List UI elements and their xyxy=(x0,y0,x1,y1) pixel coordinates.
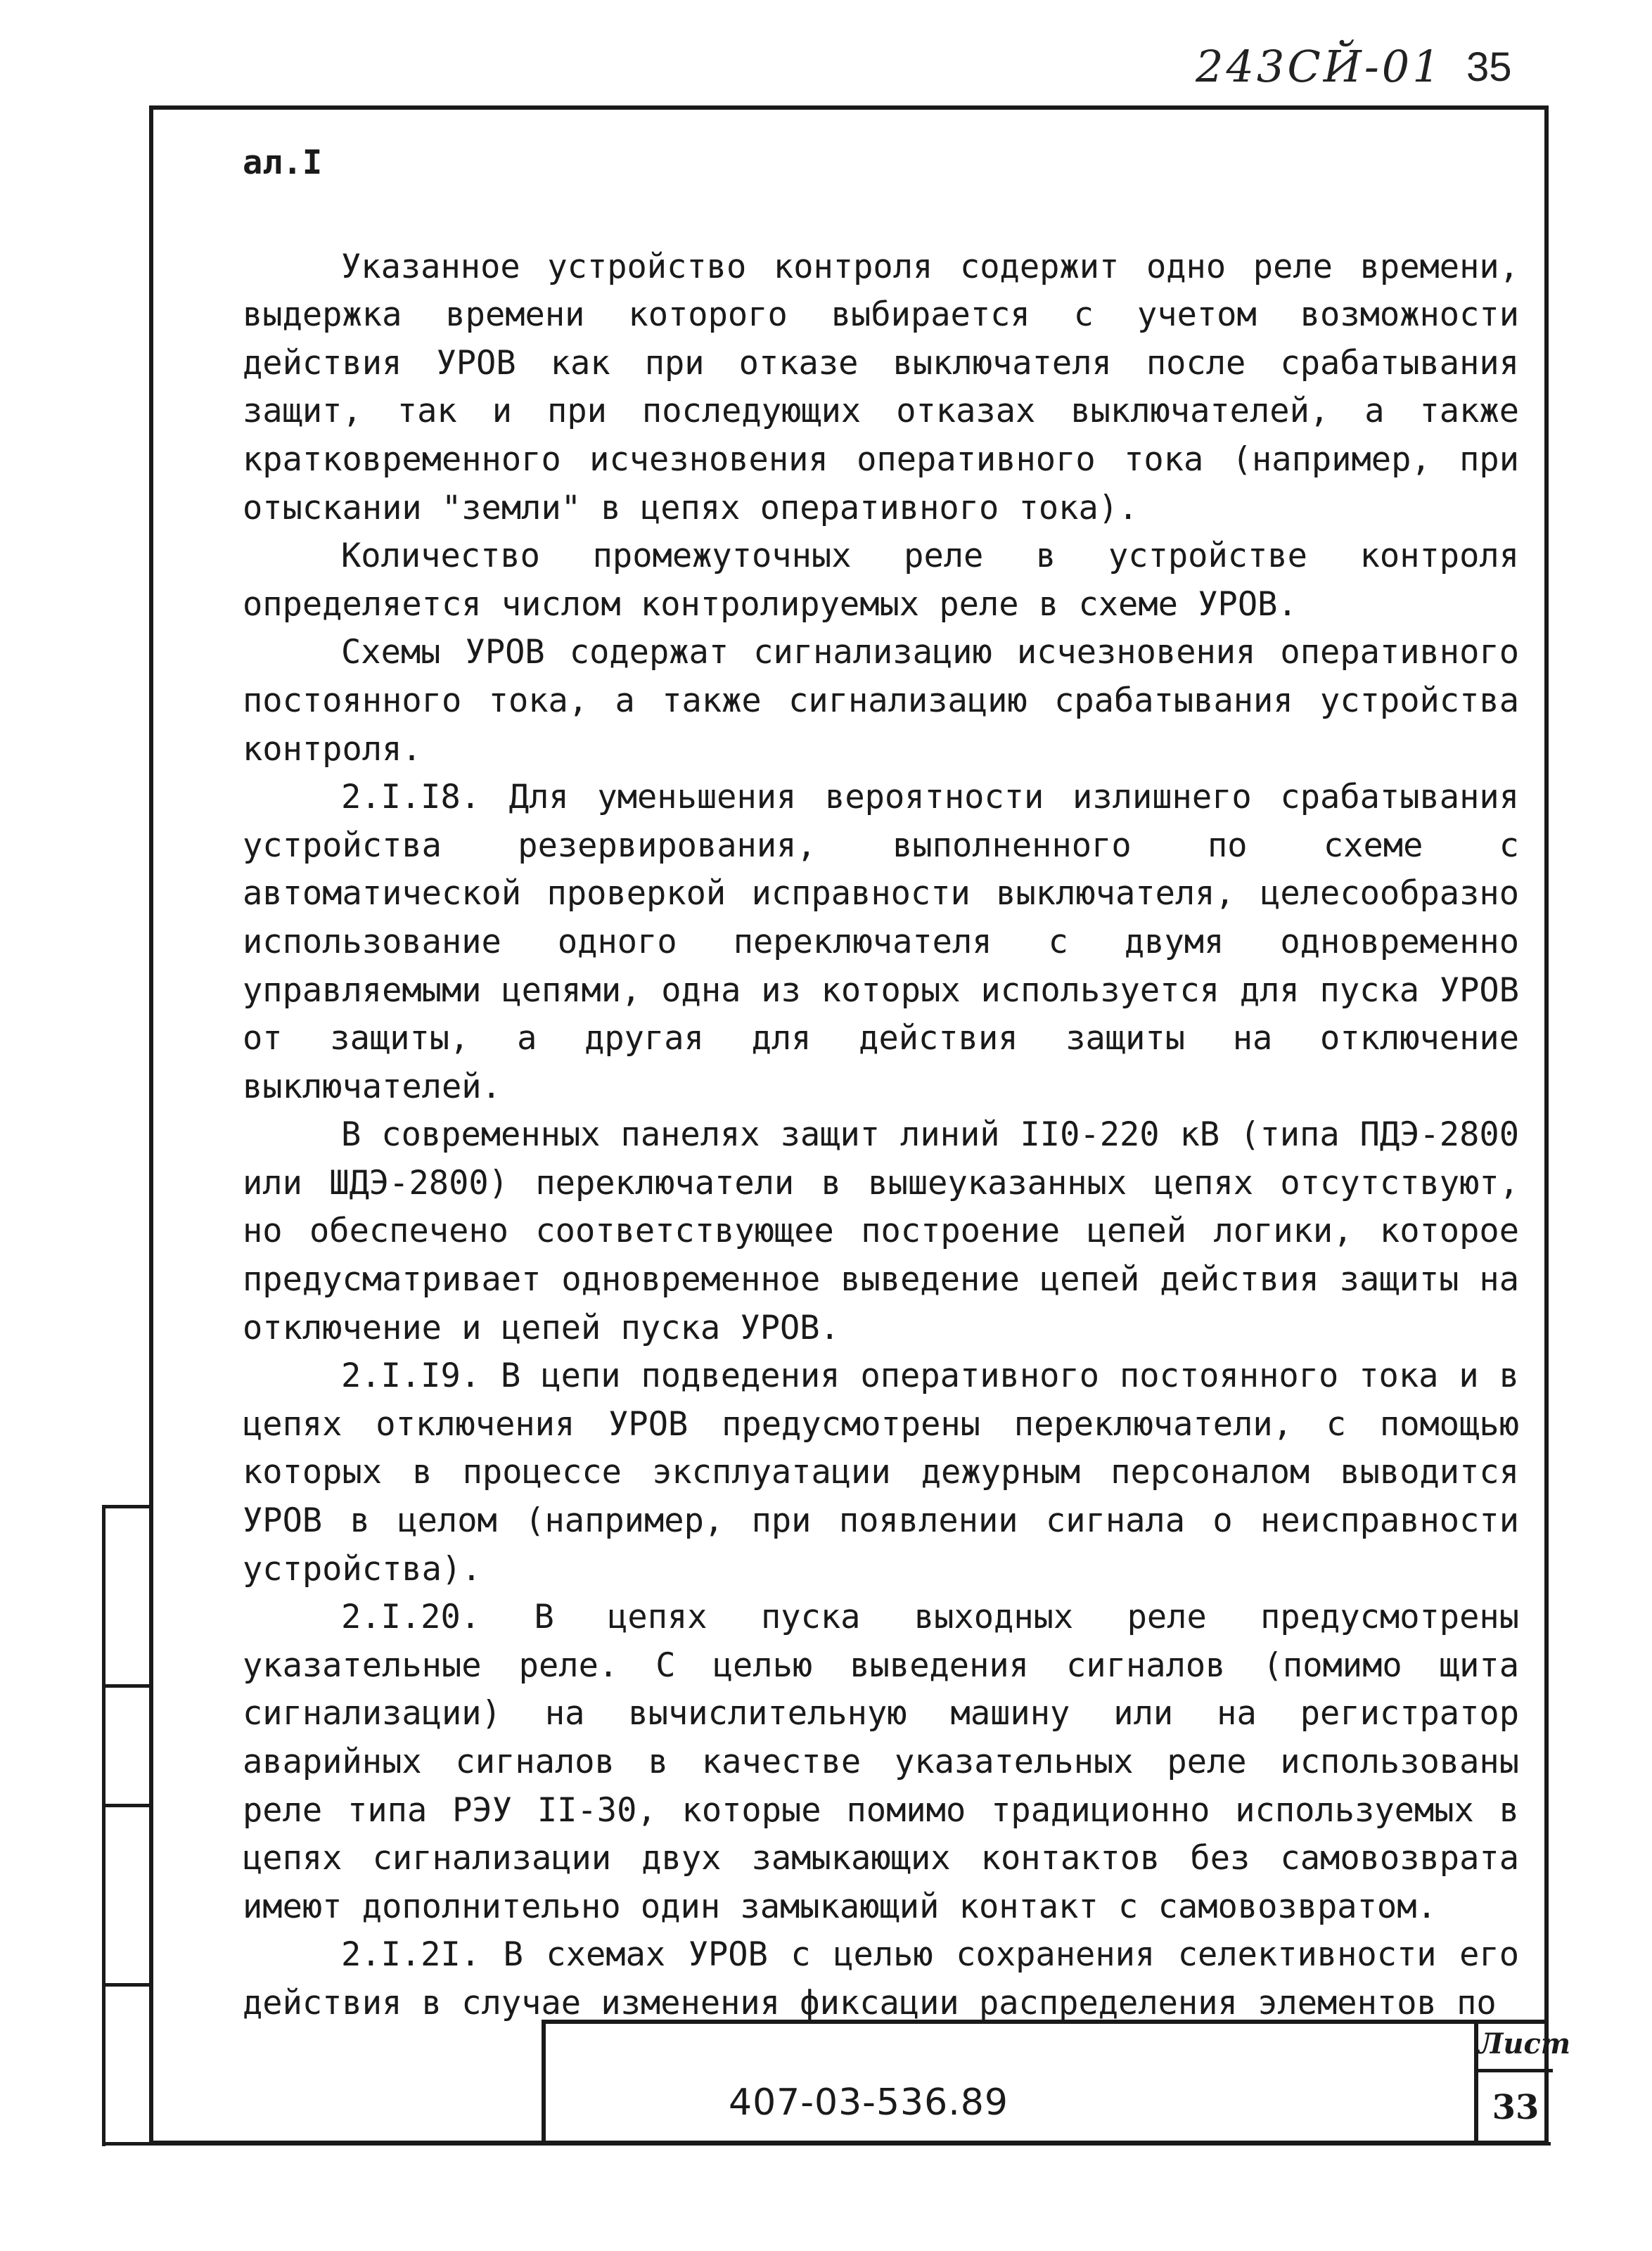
sheet-box xyxy=(1474,2020,1571,2145)
paragraph: 2.I.20. В цепях пуска выходных реле предусмотрены указательные реле. С целью выведения сигналов (помимо щита сигнализации) на вычислительную машину или на регистратор аварийных сигналов в качестве указательных реле использованы реле типа РЭУ II-30, которые помимо традиционно используемых в цепях сигнализации двух замыкающих контактов без самовозврата имеют дополнительно один замыкающий контакт с самовозвратом. xyxy=(243,1598,1519,1926)
paragraph: 2.I.I9. В цепи подведения оперативного постоянного тока и в цепях отключения УРОВ предусмотрены переключатели, с помощью которых в процессе эксплуатации дежурным персоналом выводится УРОВ в целом (например, при появлении сигнала о неисправности устройства). xyxy=(243,1357,1519,1589)
binding-divider xyxy=(102,1804,153,1807)
handwritten-document-code: 243СЙ-01 xyxy=(1196,41,1443,92)
page-content xyxy=(243,139,1519,2028)
binding-divider xyxy=(102,1983,153,1987)
paragraph: 2.I.I8. Для уменьшения вероятности излишнего срабатывания устройства резервирования, выполненного по схеме с автоматической проверкой исправности выключателя, целесообразно использование одного переключателя с двумя одновременно управляемыми цепями, одна из которых используется для пуска УРОВ от защиты, а другая для действия защиты на отключение выключателей. xyxy=(243,778,1519,1106)
binding-margin-column xyxy=(102,1505,149,2146)
binding-divider xyxy=(102,1505,153,1508)
sheet-label: Лист xyxy=(1478,2020,1553,2072)
sheet-number: 33 xyxy=(1492,2088,1539,2127)
page-number: 35 xyxy=(1466,44,1512,90)
paragraph: Количество промежуточных реле в устройстве контроля определяется числом контролируемых реле в схеме УРОВ. xyxy=(243,537,1519,624)
binding-divider xyxy=(102,1684,153,1688)
title-block xyxy=(542,2020,1571,2145)
paragraph: В современных панелях защит линий II0-220 кВ (типа ПДЭ-2800 или ШДЭ-2800) переключатели в вышеуказанных цепях отсутствуют, но обеспечено соответствующее построение цепей логики, которое предусматривает одновременное выведение цепей действия защиты на отключение и цепей пуска УРОВ. xyxy=(243,1115,1519,1347)
document-number: 407-03-536.89 xyxy=(729,2082,1009,2124)
paragraph: 2.I.2I. В схемах УРОВ с целью сохранения селективности его действия в случае изменения фиксации распределения элементов по xyxy=(243,1935,1519,2022)
paragraph: Указанное устройство контроля содержит одно реле времени, выдержка времени которого выбирается с учетом возможности действия УРОВ как при отказе выключателя после срабатывания защит, так и при последующих отказах выключателей, а также кратковременного исчезновения оперативного тока (например, при отыскании "земли" в цепях оперативного тока). xyxy=(243,247,1519,527)
paragraph: Схемы УРОВ содержат сигнализацию исчезновения оперативного постоянного тока, а также сигнализацию срабатывания устройства контроля. xyxy=(243,633,1519,769)
section-heading: ал.I xyxy=(243,143,323,182)
